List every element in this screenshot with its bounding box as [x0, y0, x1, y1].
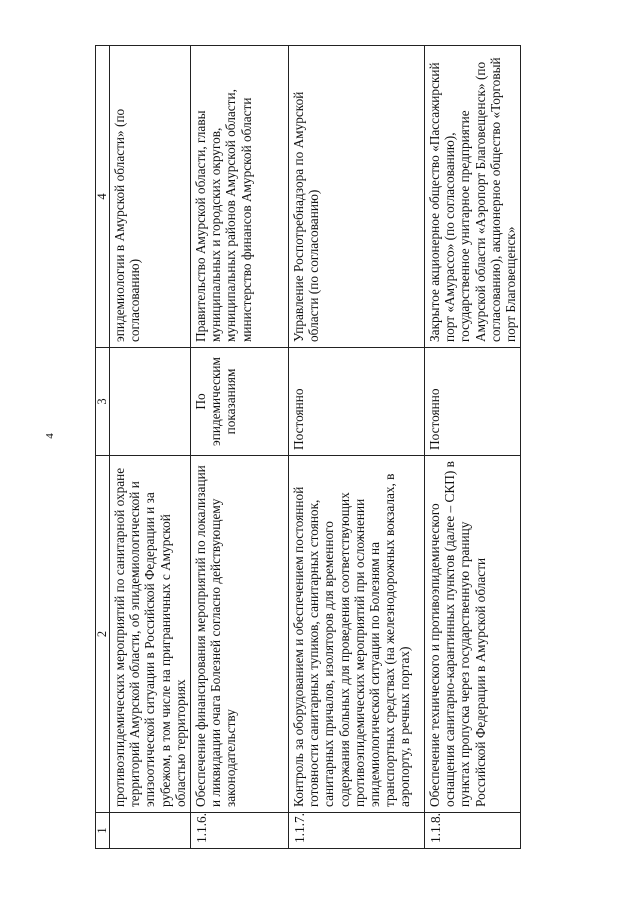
term-cell: Постоянно [289, 348, 425, 456]
column-header: 1 [96, 813, 110, 849]
executor-cell: Закрытое акционерное общество «Пассажирский порт «Амурассо» (по согласованию), государственное унитарное предприятие Амурской области «Аэропорт Благовещенск» (по согласованию), акционерное общество «Торговый порт Благовещенск» [425, 46, 521, 348]
term-cell: Постоянно [425, 348, 521, 456]
measures-table [95, 45, 521, 849]
row-number [110, 813, 191, 849]
table-row [425, 46, 521, 849]
executor-cell: Правительство Амурской области, главы муниципальных и городских округов, муниципальных районов Амурской области, министерство финансов Амурской области [191, 46, 289, 348]
column-header: 4 [96, 46, 110, 348]
executor-cell: эпидемиологии в Амурской области» (по согласованию) [110, 46, 191, 348]
measure-cell: противоэпидемических мероприятий по санитарной охране территорий Амурской области, об эпидемиологической и эпизоотической ситуации в Российской Федерации и за рубежом, в том числе на приграничных с Амурской областью территориях [110, 456, 191, 813]
executor-cell: Управление Роспотребнадзора по Амурской области (по согласованию) [289, 46, 425, 348]
page-number: 4 [44, 433, 56, 439]
row-number: 1.1.6. [191, 813, 289, 849]
column-header: 3 [96, 348, 110, 456]
table-row [110, 46, 191, 849]
term-cell: По эпидемическим показаниям [191, 348, 289, 456]
measure-cell: Обеспечение финансирования мероприятий по локализации и ликвидации очага Болезней согласно действующему законодательству [191, 456, 289, 813]
measure-cell: Контроль за оборудованием и обеспечением постоянной готовности санитарных тупиков, санитарных стоянок, санитарных причалов, изоляторов для временного содержания больных для проведения соответствующих противоэпидемических мероприятий при осложнении эпидемиологической ситуации по Болезням на транспортных средствах (на железнодорожных вокзалах, в аэропорту, в речных портах) [289, 456, 425, 813]
row-number: 1.1.8. [425, 813, 521, 849]
row-number: 1.1.7. [289, 813, 425, 849]
measure-cell: Обеспечение технического и противоэпидемического оснащения санитарно-карантинных пунктов (далее – СКП) в пунктах пропуска через государственную границу Российской Федерации в Амурской области [425, 456, 521, 813]
table-header-row [96, 46, 110, 849]
term-cell [110, 348, 191, 456]
table-row [289, 46, 425, 849]
rotated-page-content [95, 46, 519, 849]
column-header: 2 [96, 456, 110, 813]
table-row [191, 46, 289, 849]
